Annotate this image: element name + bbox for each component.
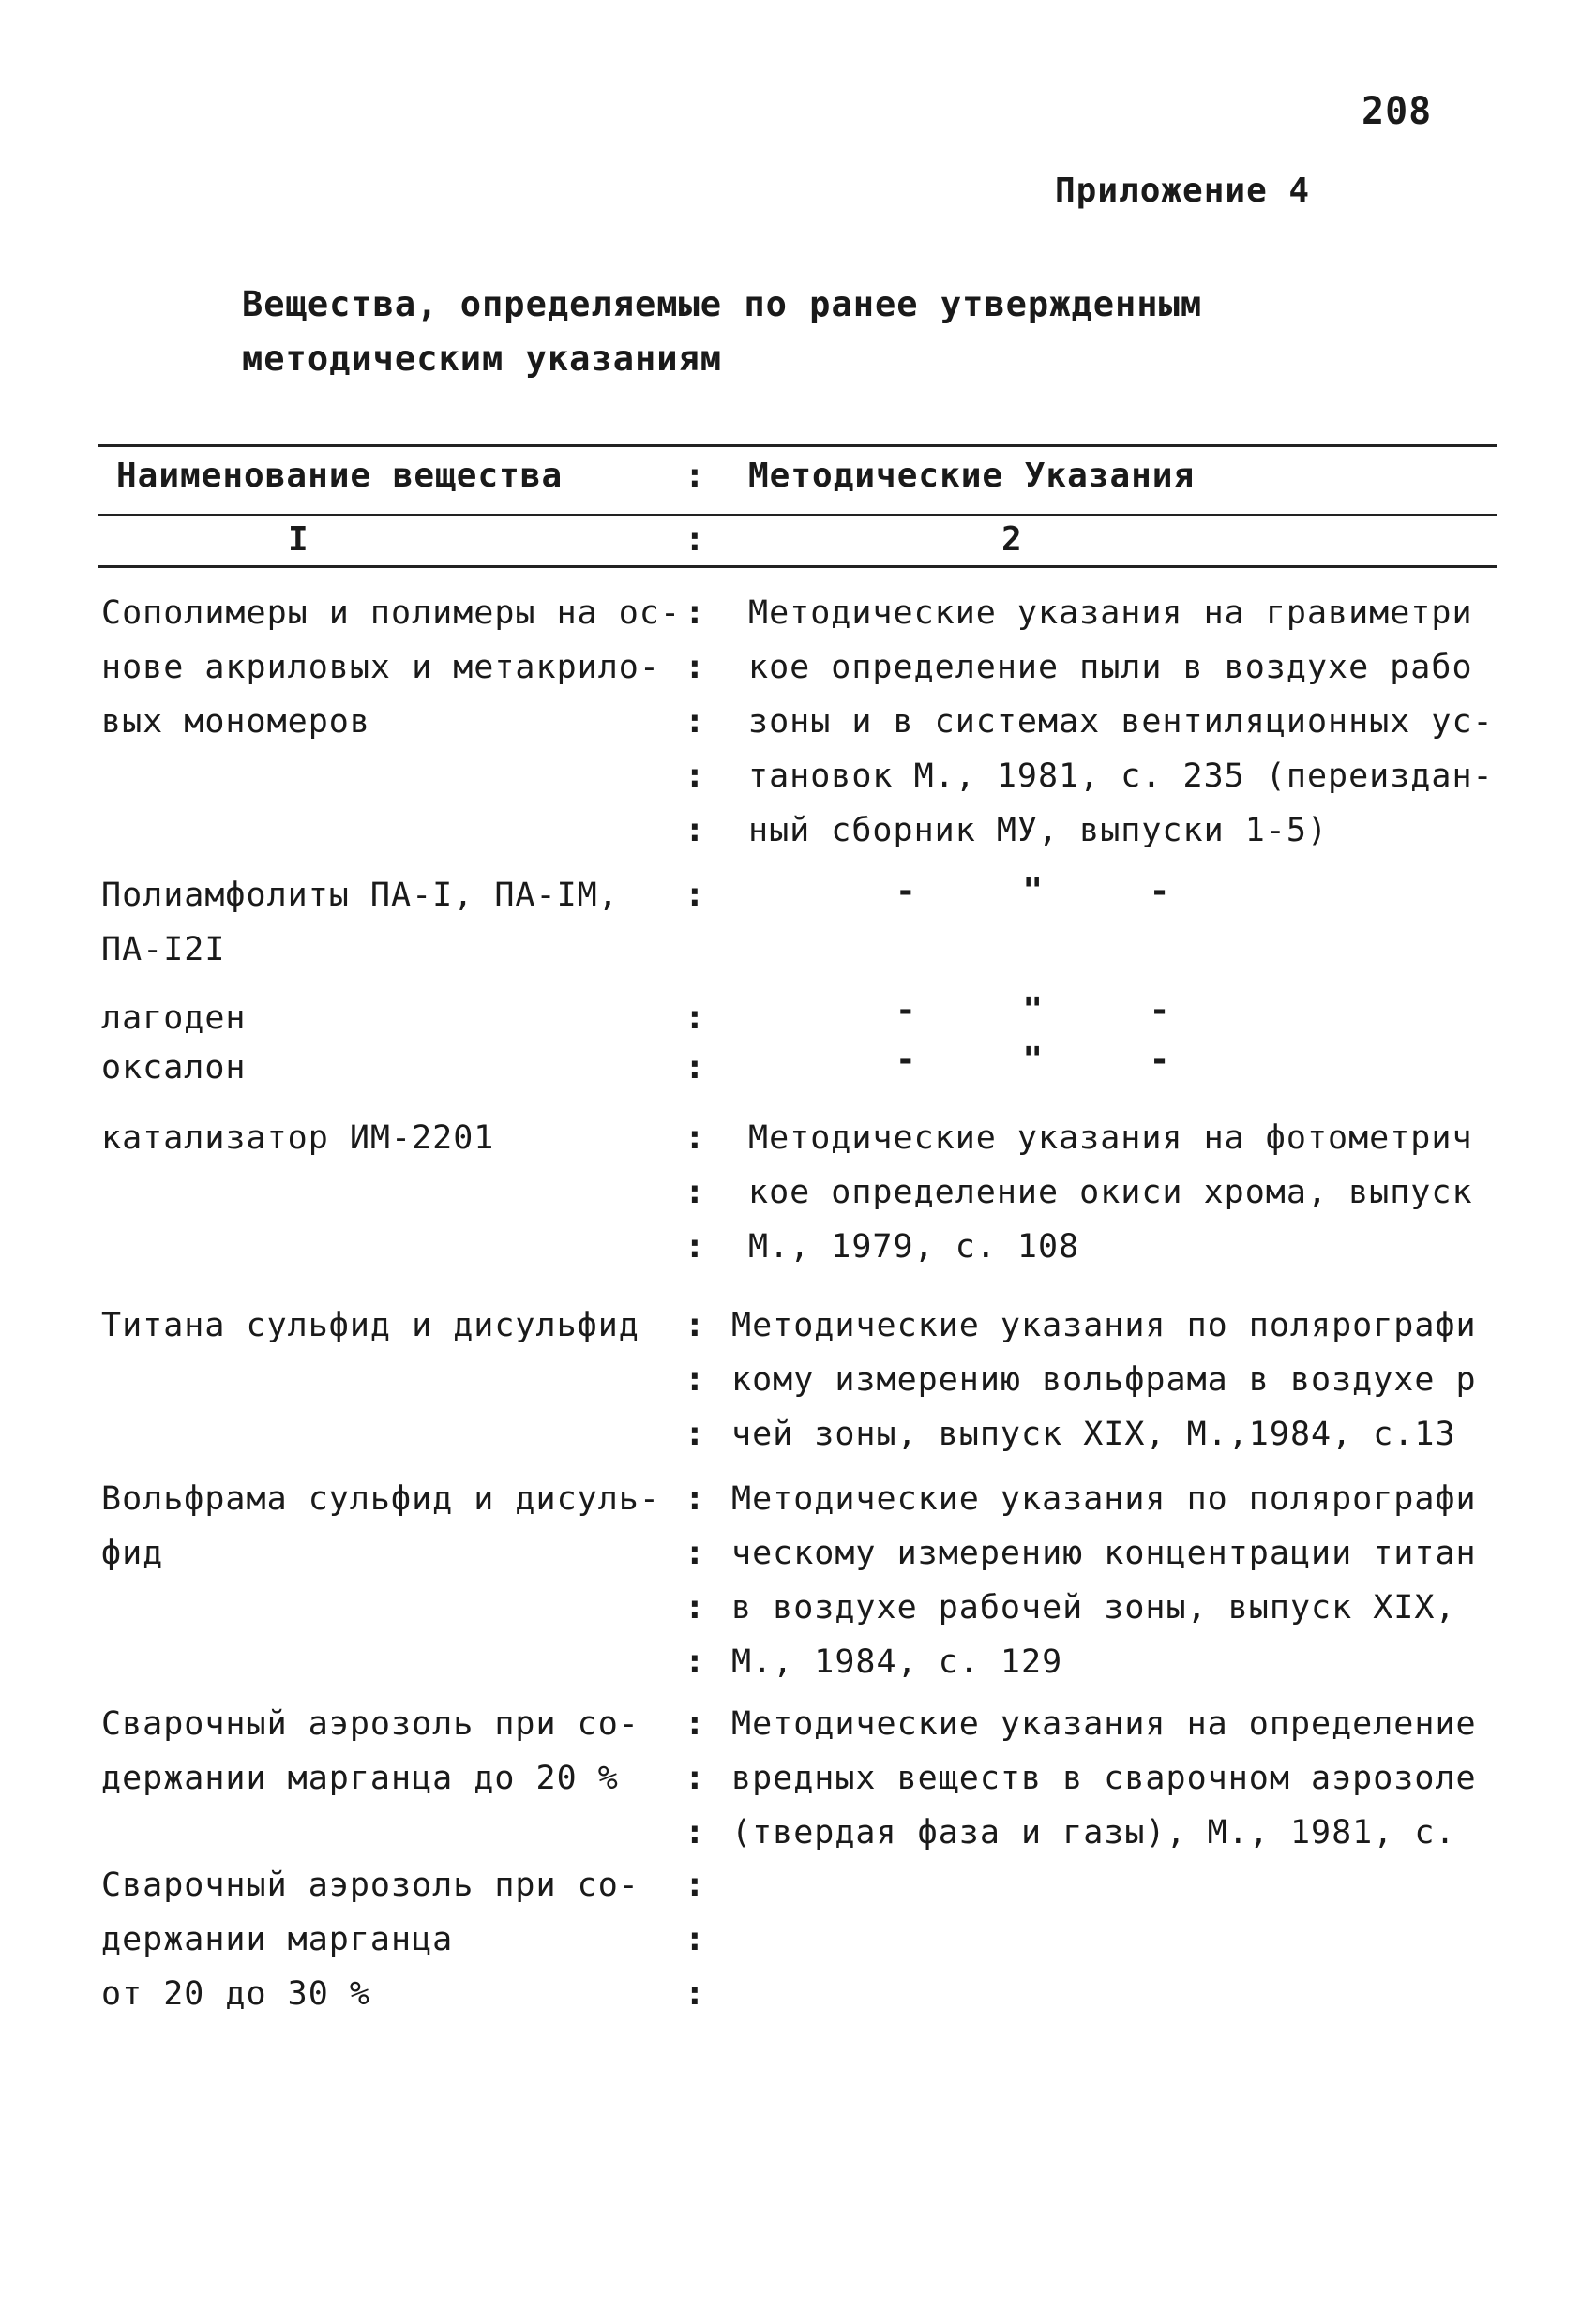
ditto-mark: - " - <box>895 872 1213 910</box>
table-row-name: Сварочный аэрозоль при со- держании марганца от 20 до 30 % <box>101 1867 640 2013</box>
table-row-name: Титана сульфид и дисульфид <box>101 1307 640 1344</box>
column-separator: : : : : <box>685 1479 705 1681</box>
table-row-name: Полиамфолиты ПА-I, ПА-IМ, ПА-I2I <box>101 877 619 968</box>
header-rule <box>98 514 1497 516</box>
document-title: Вещества, определяемые по ранее утвержденным методическим указаниям <box>242 284 1203 379</box>
table-row-method: Методические указания по полярографи кому измерению вольфрама в воздухе р чей зоны, выпуск XIX, М.,1984, с.13 <box>731 1307 1477 1453</box>
header-col2: Методические Указания <box>748 457 1196 495</box>
column-number-2: 2 <box>1001 520 1023 559</box>
ditto-mark: - " - <box>895 991 1213 1029</box>
table-row-name: оксалон <box>101 1049 247 1087</box>
table-row-name: Вольфрама сульфид и дисуль- фид <box>101 1480 660 1572</box>
numbers-rule <box>98 565 1497 568</box>
page-number: 208 <box>1362 90 1433 133</box>
ditto-mark: - " - <box>895 1041 1213 1079</box>
column-separator: : <box>685 876 705 914</box>
column-separator: : : : <box>685 1704 705 1852</box>
table-row-name: катализатор ИМ-2201 <box>101 1119 495 1157</box>
column-separator: : <box>685 1048 705 1087</box>
column-separator: : <box>685 998 705 1037</box>
column-separator: : : : <box>685 1118 705 1266</box>
header-col1: Наименование вещества <box>116 457 564 495</box>
appendix-label: Приложение 4 <box>1055 172 1311 210</box>
column-separator: : : : : : <box>685 593 705 849</box>
table-row-name: лагоден <box>101 999 247 1037</box>
table-row-name: Сополимеры и полимеры на ос- нове акриловых и метакрило- вых мономеров <box>101 594 682 741</box>
table-row-method: Методические указания по полярографи ческому измерению концентрации титан в воздухе рабочей зоны, выпуск XIX, М., 1984, с. 129 <box>731 1480 1477 1681</box>
table-row-method: Методические указания на гравиметри кое определение пыли в воздухе рабо зоны и в системах вентиляционных ус- тановок М., 1981, с. 235 (переиздан- ный сборник МУ, выпуски 1-5) <box>748 594 1494 849</box>
table-row-method: Методические указания на определение вредных веществ в сварочном аэрозоле (твердая фаза и газы), М., 1981, с. <box>731 1705 1477 1852</box>
table-row-method: Методические указания на фотометрич кое определение окиси хрома, выпуск М., 1979, с. 108 <box>748 1119 1473 1266</box>
column-separator: : : : <box>685 1866 705 2013</box>
header-sep: : <box>685 457 706 495</box>
table-top-rule <box>98 444 1497 447</box>
column-number-sep: : <box>685 520 706 559</box>
column-number-1: I <box>288 520 309 559</box>
table-row-name: Сварочный аэрозоль при со- держании марганца до 20 % <box>101 1705 640 1797</box>
column-separator: : : : <box>685 1306 705 1453</box>
